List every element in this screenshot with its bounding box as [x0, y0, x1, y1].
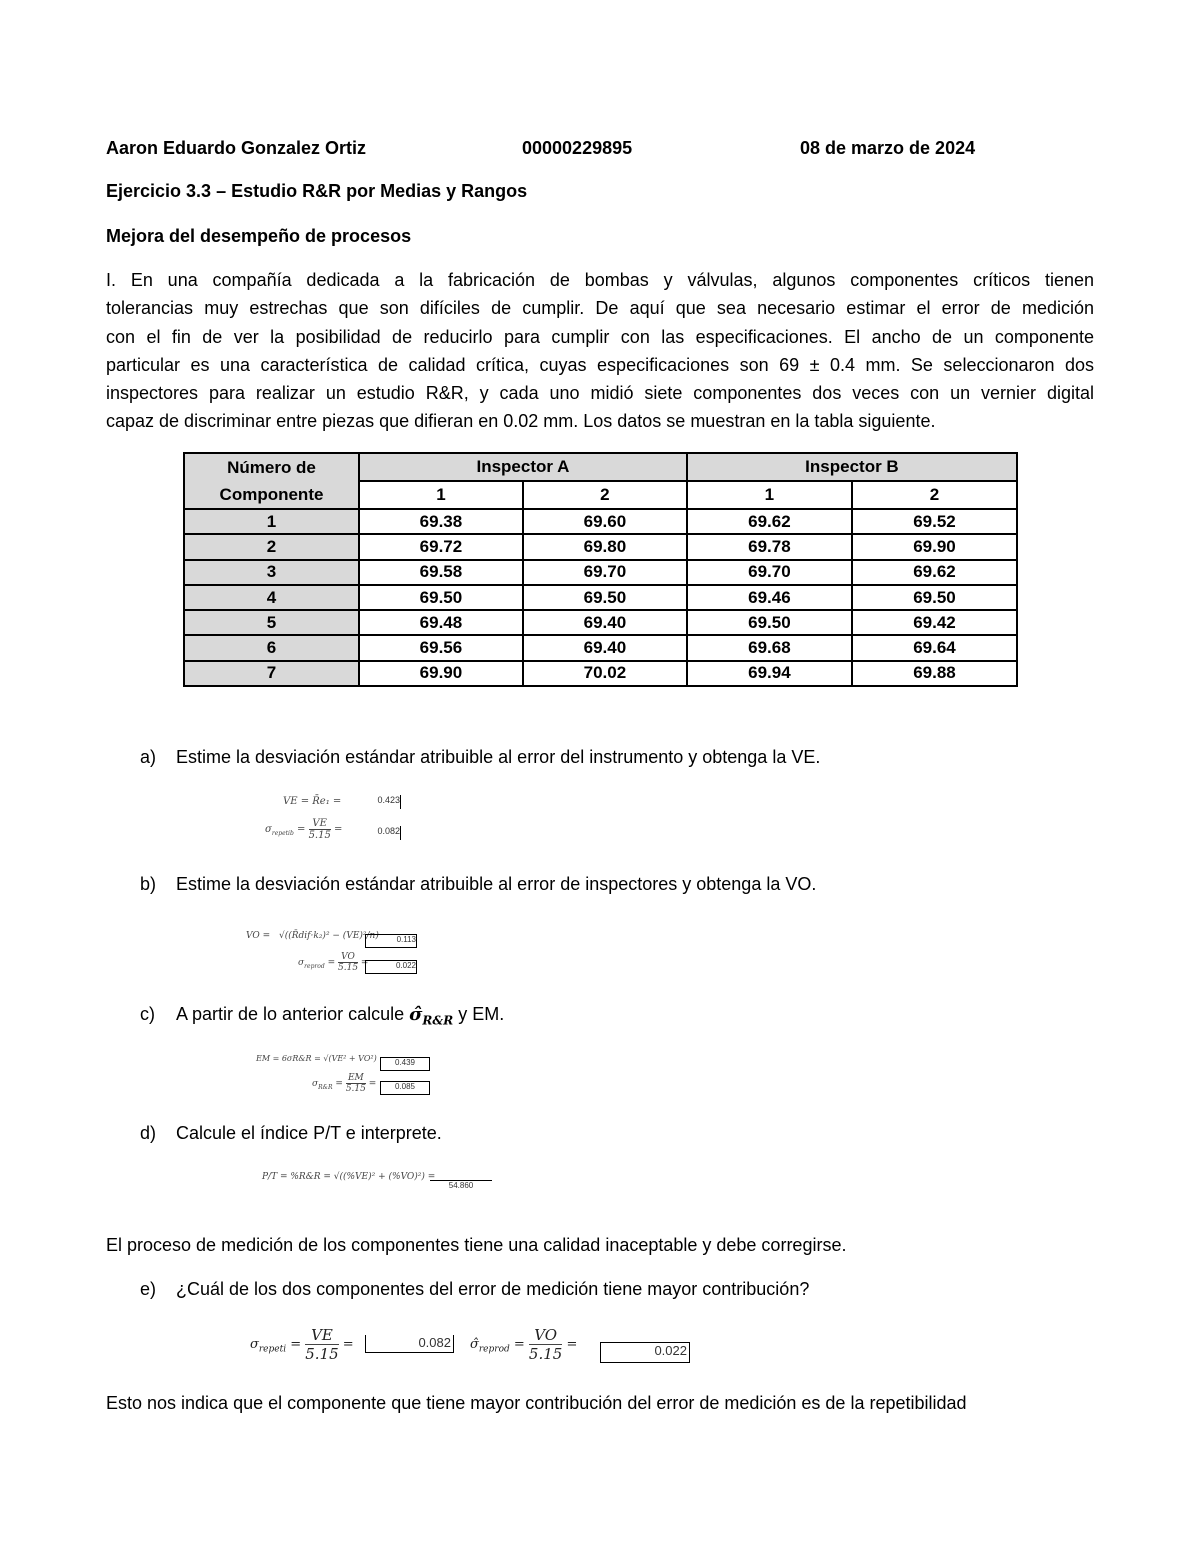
formula-text: 5.15: [308, 830, 331, 841]
formula-text: EM: [346, 1073, 366, 1084]
fraction: [529, 1326, 562, 1363]
question-e: [140, 1279, 809, 1300]
formula-sigma-rr: $\sigma_{R\&R}$ = $\frac{EM}{5.15}$ =: [312, 1073, 377, 1094]
result-e-repetib: 0.082: [365, 1335, 454, 1353]
course-subtitle: Mejora del desempeño de procesos: [106, 226, 412, 246]
formula-text: = %R&R = √((%VE)² + (%VO)²) =: [279, 1172, 436, 1182]
formula-vo: VO = √((R̄dif·k₂)² − (VE)²/n): [246, 931, 379, 941]
measurement-cell: 69.52: [852, 509, 1017, 534]
measurement-cell: 69.70: [687, 560, 852, 585]
intro-line: inspectores para realizar un estudio R&R, y cada uno midió siete componentes dos veces con un vernier digital: [106, 383, 1094, 404]
formula-text: VE = R̄e₁ =: [283, 796, 342, 807]
measurement-cell: 69.64: [852, 635, 1017, 660]
question-label: a): [140, 747, 157, 767]
formula-e-reprod: $\sigmâ_{reprod}$ = $\frac{VO}{5.15}$ =: [470, 1326, 578, 1363]
fraction: [346, 1073, 366, 1094]
formula-text: repetib: [271, 830, 294, 837]
table-row: [184, 509, 1017, 534]
measurement-cell: 69.48: [359, 610, 523, 635]
question-label: c): [140, 1004, 155, 1024]
question-label: b): [140, 874, 157, 894]
header-trial: 2: [523, 481, 687, 509]
measurement-cell: 69.72: [359, 534, 523, 559]
formula-text: P/T: [262, 1172, 278, 1182]
measurement-cell: 69.60: [523, 509, 687, 534]
measurement-cell: 69.68: [687, 635, 852, 660]
component-cell: 2: [184, 534, 359, 559]
formula-text: reprod: [304, 962, 325, 970]
intro-line: con el fin de ver la posibilidad de reducirlo para cumplir con las especificaciones. El ancho de un componente: [106, 326, 1094, 347]
formula-text: √((R̄dif·k₂)² − (VE)²/n): [279, 931, 379, 941]
formula-text: σ̂: [470, 1337, 479, 1352]
table-row: [184, 534, 1017, 559]
result-sigma-repetib: 0.082: [370, 826, 401, 840]
header-trial: 1: [359, 481, 523, 509]
formula-text: 5.15: [528, 1345, 563, 1363]
measurement-cell: 69.40: [523, 610, 687, 635]
measurement-cell: 69.62: [687, 509, 852, 534]
formula-text: VO: [246, 931, 260, 941]
component-cell: 6: [184, 635, 359, 660]
question-b: [140, 874, 816, 895]
measurement-cell: 69.38: [359, 509, 523, 534]
question-text: Estime la desviación estándar atribuible al error del instrumento y obtenga la VE.: [176, 747, 821, 767]
measurement-cell: 69.46: [687, 585, 852, 610]
formula-text: 5.15: [345, 1084, 366, 1094]
table-row: [184, 661, 1017, 686]
question-label: d): [140, 1123, 157, 1143]
measurement-cell: 69.58: [359, 560, 523, 585]
header-trial: 1: [687, 481, 852, 509]
formula-text: reprod: [478, 1344, 510, 1355]
component-cell: 1: [184, 509, 359, 534]
formula-text: EM: [256, 1054, 271, 1063]
question-text: Estime la desviación estándar atribuible al error de inspectores y obtenga la VO.: [176, 874, 817, 894]
sigma-subscript: R&R: [422, 1013, 454, 1028]
table-row: [184, 610, 1017, 635]
measurement-cell: 69.62: [852, 560, 1017, 585]
question-text: ¿Cuál de los dos componentes del error de medición tiene mayor contribución?: [176, 1279, 810, 1299]
fraction: [338, 952, 358, 973]
table-row: [184, 560, 1017, 585]
result-pt: 54.860: [430, 1180, 492, 1191]
result-e-reprod: 0.022: [600, 1342, 690, 1363]
formula-text: VE: [309, 818, 331, 830]
student-id: 00000229895: [522, 138, 633, 158]
author-name: Aaron Eduardo Gonzalez Ortiz: [106, 138, 367, 158]
measurement-cell: 69.94: [687, 661, 852, 686]
formula-text: = 6σR&R =: [272, 1054, 321, 1063]
measurement-cell: 69.90: [852, 534, 1017, 559]
intro-line: capaz de discriminar entre piezas que difieran en 0.02 mm. Los datos se muestran en la tabla siguiente.: [106, 411, 936, 432]
intro-line: particular es una característica de calidad crítica, cuyas especificaciones son 69 ± 0.4 mm. Se seleccionaron dos: [106, 354, 1094, 375]
fraction: [309, 818, 331, 841]
result-vo: 0.113: [365, 934, 417, 948]
table-row: [184, 585, 1017, 610]
formula-sigma-repetib: $\sigma_{repetib}$ = $\frac{VE}{5.15}$ =: [265, 818, 343, 841]
measurement-cell: 70.02: [523, 661, 687, 686]
table-row: [184, 635, 1017, 660]
measurement-cell: 69.56: [359, 635, 523, 660]
question-text: Calcule el índice P/T e interprete.: [176, 1123, 442, 1143]
intro-line: I. En una compañía dedicada a la fabricación de bombas y válvulas, algunos componentes críticos tienen: [106, 270, 1094, 290]
formula-text: 5.15: [305, 1345, 339, 1363]
measurement-cell: 69.40: [523, 635, 687, 660]
question-a: [140, 747, 820, 768]
sigma-symbol: σ̂: [409, 1004, 423, 1025]
formula-text: VO: [529, 1326, 562, 1345]
header-inspector-b: Inspector B: [687, 453, 1017, 481]
formula-text: σ: [312, 1079, 319, 1089]
formula-text: VO: [338, 952, 358, 963]
formula-text: σ: [298, 958, 305, 968]
question-text: y EM.: [453, 1004, 505, 1024]
document-date: 08 de marzo de 2024: [800, 138, 976, 158]
conclusion-d: El proceso de medición de los componentes tiene una calidad inaceptable y debe corregirse.: [106, 1235, 847, 1255]
result-ve: 0.423: [370, 795, 401, 809]
formula-text: σ: [265, 824, 272, 835]
formula-e-repetib: $\sigma_{repeti}$ = $\frac{VE}{5.15}$ =: [250, 1326, 354, 1363]
measurement-cell: 69.88: [852, 661, 1017, 686]
exercise-title: Ejercicio 3.3 – Estudio R&R por Medias y Rangos: [106, 181, 528, 201]
fraction: [305, 1326, 338, 1363]
measurement-cell: 69.50: [523, 585, 687, 610]
formula-text: VE: [305, 1326, 338, 1345]
intro-line: tolerancias muy estrechas que son difíciles de cumplir. De aquí que sea necesario estimar el error de medición: [106, 298, 1094, 319]
result-sigma-reprod: 0.022: [365, 960, 417, 974]
conclusion-e: Esto nos indica que el componente que tiene mayor contribución del error de medición es de la repetibilidad: [106, 1393, 967, 1413]
measurement-cell: 69.50: [852, 585, 1017, 610]
header-trial: 2: [852, 481, 1017, 509]
formula-ve: [283, 796, 341, 807]
question-text: A partir de lo anterior calcule: [176, 1004, 410, 1024]
question-c: [140, 1004, 504, 1028]
intro-paragraph: [106, 266, 1094, 436]
header-component: Número de Componente: [184, 453, 359, 509]
question-d: [140, 1123, 442, 1144]
formula-text: σ: [250, 1337, 259, 1352]
formula-em: [256, 1054, 377, 1063]
formula-sigma-reprod: $\sigma_{reprod}$ = $\frac{VO}{5.15}$ =: [298, 952, 369, 973]
component-cell: 7: [184, 661, 359, 686]
header-inspector-a: Inspector A: [359, 453, 687, 481]
formula-text: repeti: [258, 1344, 287, 1355]
result-sigma-rr: 0.085: [380, 1081, 430, 1095]
component-cell: 3: [184, 560, 359, 585]
result-em: 0.439: [380, 1057, 430, 1071]
measurement-cell: 69.50: [359, 585, 523, 610]
formula-text: 5.15: [338, 963, 359, 973]
measurement-cell: 69.90: [359, 661, 523, 686]
measurement-table: [183, 452, 1018, 687]
measurement-cell: 69.80: [523, 534, 687, 559]
component-cell: 5: [184, 610, 359, 635]
measurement-cell: 69.42: [852, 610, 1017, 635]
formula-text: R&R: [318, 1083, 333, 1091]
formula-pt: [262, 1172, 435, 1182]
measurement-cell: 69.70: [523, 560, 687, 585]
measurement-cell: 69.78: [687, 534, 852, 559]
measurement-cell: 69.50: [687, 610, 852, 635]
formula-text: √(VE² + VO²): [323, 1054, 377, 1063]
question-label: e): [140, 1279, 157, 1299]
component-cell: 4: [184, 585, 359, 610]
